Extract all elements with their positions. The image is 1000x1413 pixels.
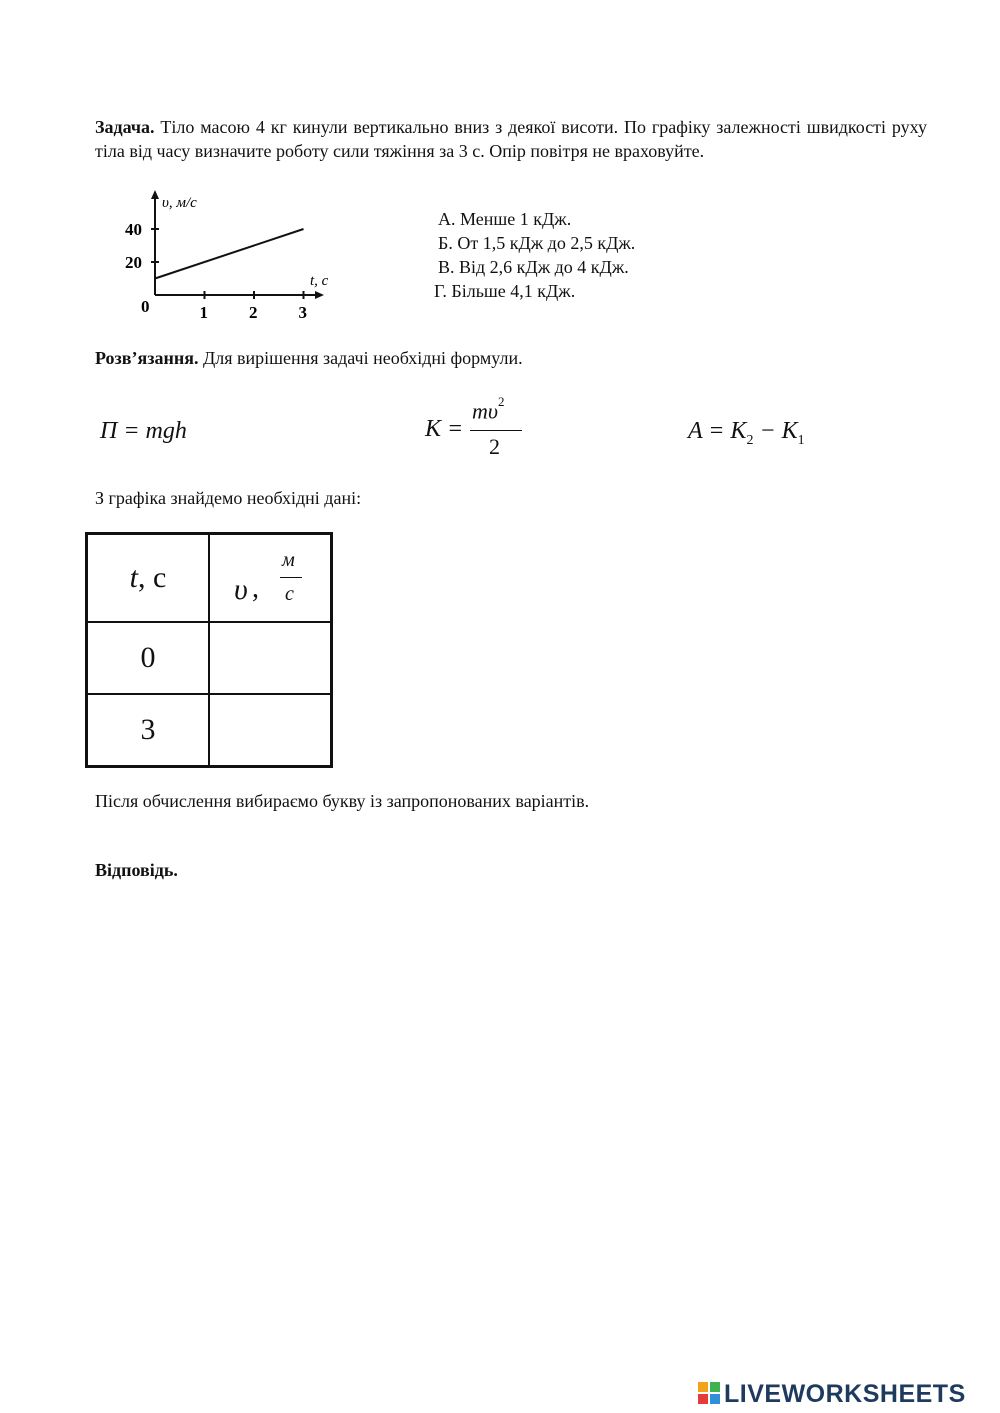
- cell-time: 3: [87, 694, 209, 766]
- header-time: t, с: [87, 534, 209, 622]
- x-axis-label: t, с: [310, 273, 329, 289]
- y-tick-label: 20: [125, 253, 142, 272]
- problem-paragraph: [95, 115, 927, 163]
- origin-label: 0: [141, 297, 150, 316]
- problem-label: Задача.: [95, 117, 155, 137]
- cell-velocity-input[interactable]: [209, 622, 331, 694]
- x-axis-arrow: [315, 291, 324, 299]
- answer-label: [95, 858, 178, 882]
- header-velocity: υ , м с: [209, 534, 331, 622]
- formula-kinetic-denominator: 2: [489, 434, 500, 459]
- y-tick-label: 40: [125, 220, 142, 239]
- cell-time: 0: [87, 622, 209, 694]
- option-b[interactable]: Б. От 1,5 кДж до 2,5 кДж.: [438, 233, 636, 253]
- option-d[interactable]: Г. Більше 4,1 кДж.: [434, 281, 576, 301]
- formula-potential-energy: П = mgh: [100, 418, 187, 444]
- liveworksheets-logo-icon: [698, 1382, 720, 1404]
- solution-paragraph: [95, 346, 523, 370]
- x-tick-label: 1: [199, 303, 208, 322]
- x-tick-label: 3: [298, 303, 307, 322]
- formula-work: $A = K_2 - K_1$: [688, 418, 805, 448]
- formula-kinetic-numerator: $m\upsilon^2$: [472, 394, 505, 424]
- instruction-text: Після обчислення вибираємо букву із запропонованих варіантів.: [95, 791, 590, 811]
- option-c[interactable]: В. Від 2,6 кДж до 4 кДж.: [438, 257, 629, 277]
- velocity-time-chart: [110, 185, 360, 330]
- table-row: [87, 694, 331, 766]
- solution-text: Для вирішення задачі необхідні формули.: [202, 348, 523, 368]
- formula-kinetic-fraction-bar: [470, 430, 522, 431]
- graph-note: З графіка знайдемо необхідні дані:: [95, 488, 362, 508]
- brand-logo-text: LIVEWORKSHEETS: [724, 1380, 966, 1408]
- x-tick-label: 2: [249, 303, 258, 322]
- solution-label: Розв’язання.: [95, 348, 199, 368]
- y-axis-arrow: [151, 190, 159, 199]
- formula-kinetic-lhs: K =: [425, 416, 464, 442]
- formula-kinetic-exponent: 2: [498, 394, 505, 409]
- table-row: [87, 622, 331, 694]
- cell-velocity-input[interactable]: [209, 694, 331, 766]
- option-a[interactable]: А. Менше 1 кДж.: [438, 209, 572, 229]
- problem-text: Тіло масою 4 кг кинули вертикально вниз з деякої висоти. По графіку залежності швидкості руху тіла від часу визначите роботу сили тяжіння за 3 с. Опір повітря не враховуйте.: [95, 117, 928, 161]
- series-line: [155, 229, 304, 279]
- answer-label-text: Відповідь.: [95, 860, 178, 880]
- table-header-row: [87, 534, 331, 622]
- y-axis-label: υ, м/с: [162, 195, 197, 211]
- data-table: [85, 532, 333, 768]
